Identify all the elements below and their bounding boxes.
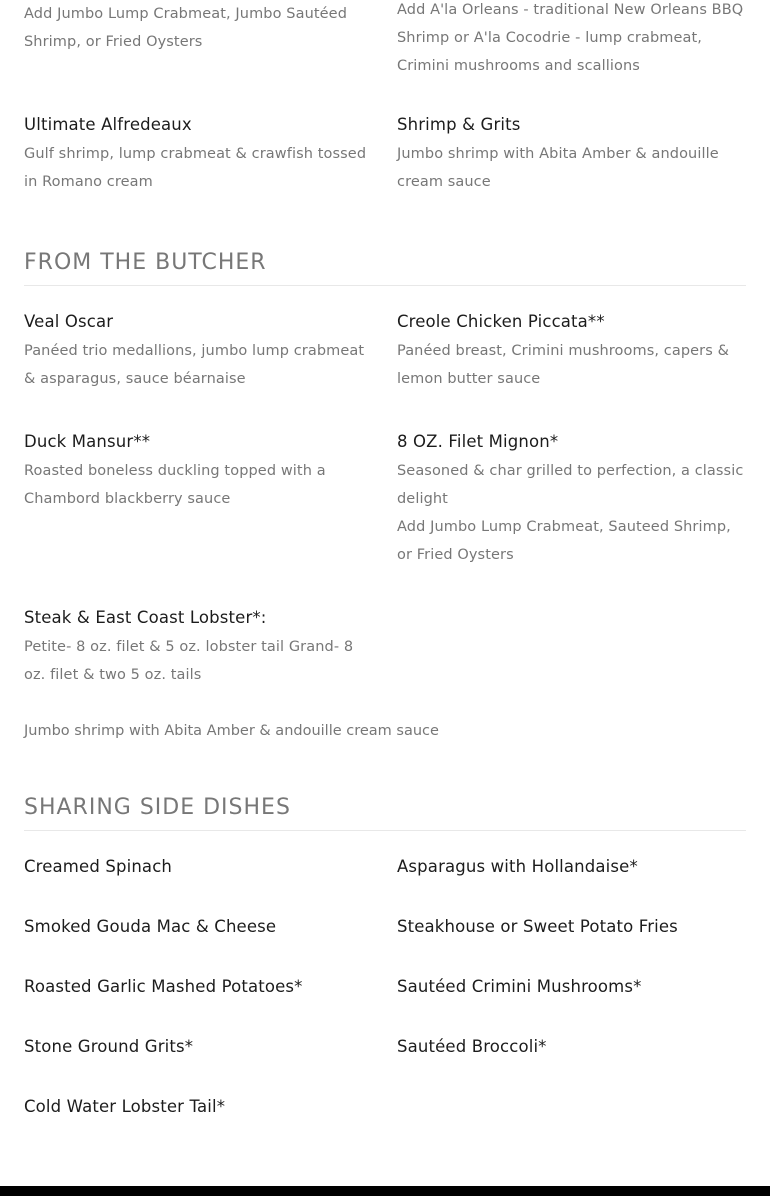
menu-item-description: Roasted boneless duckling topped with a Chambord blackberry sauce bbox=[24, 463, 326, 507]
menu-item-name: Creole Chicken Piccata** bbox=[397, 312, 605, 331]
menu-item-shrimp-grits bbox=[397, 114, 749, 196]
footer-bar bbox=[0, 1186, 770, 1196]
menu-item-filet-mignon bbox=[397, 431, 749, 569]
side-dish-name: Stone Ground Grits* bbox=[24, 1037, 194, 1056]
menu-item-name: 8 OZ. Filet Mignon* bbox=[397, 432, 559, 451]
side-dish-name: Creamed Spinach bbox=[24, 857, 173, 876]
menu-item-ultimate-alfredeaux bbox=[24, 114, 376, 196]
side-dish-name: Asparagus with Hollandaise* bbox=[397, 857, 638, 876]
side-dish-item bbox=[24, 916, 376, 938]
menu-item-addon-text: Add Jumbo Lump Crabmeat, Jumbo Sautéed Shrimp, or Fried Oysters bbox=[24, 6, 348, 50]
side-dish-item bbox=[24, 856, 376, 878]
side-dish-item bbox=[24, 1036, 376, 1058]
menu-item-description: Seasoned & char grilled to perfection, a classic delight bbox=[397, 463, 744, 507]
section-title-from-the-butcher: FROM THE BUTCHER bbox=[24, 250, 267, 275]
menu-item-addon-text: Add A'la Orleans - traditional New Orleans BBQ Shrimp or A'la Cocodrie - lump crabmeat, Crimini mushrooms and scallions bbox=[397, 2, 744, 74]
side-dish-name: Roasted Garlic Mashed Potatoes* bbox=[24, 977, 303, 996]
menu-item-addon-left bbox=[24, 0, 376, 56]
menu-item-veal-oscar bbox=[24, 311, 376, 393]
section-divider bbox=[24, 830, 746, 831]
side-dish-name: Smoked Gouda Mac & Cheese bbox=[24, 917, 277, 936]
side-dish-item bbox=[397, 916, 749, 938]
menu-item-duck-mansur bbox=[24, 431, 376, 513]
menu-note: Jumbo shrimp with Abita Amber & andouille cream sauce bbox=[24, 723, 439, 739]
menu-item-description: Panéed breast, Crimini mushrooms, capers & lemon butter sauce bbox=[397, 343, 729, 387]
side-dish-item bbox=[397, 976, 749, 998]
menu-item-description: Petite- 8 oz. filet & 5 oz. lobster tail Grand- 8 oz. filet & two 5 oz. tails bbox=[24, 639, 354, 683]
side-dish-name: Sautéed Broccoli* bbox=[397, 1037, 547, 1056]
menu-item-addon-text: Add Jumbo Lump Crabmeat, Sauteed Shrimp, or Fried Oysters bbox=[397, 519, 731, 563]
side-dish-item bbox=[397, 856, 749, 878]
side-dish-name: Steakhouse or Sweet Potato Fries bbox=[397, 917, 678, 936]
menu-item-creole-chicken-piccata bbox=[397, 311, 749, 393]
menu-item-name: Steak & East Coast Lobster*: bbox=[24, 608, 267, 627]
menu-item-steak-lobster bbox=[24, 607, 376, 689]
side-dish-name: Sautéed Crimini Mushrooms* bbox=[397, 977, 642, 996]
menu-item-description: Jumbo shrimp with Abita Amber & andouille cream sauce bbox=[397, 146, 719, 190]
side-dish-item bbox=[24, 976, 376, 998]
menu-item-name: Ultimate Alfredeaux bbox=[24, 115, 192, 134]
side-dish-name: Cold Water Lobster Tail* bbox=[24, 1097, 226, 1116]
menu-item-name: Shrimp & Grits bbox=[397, 115, 521, 134]
menu-item-description: Gulf shrimp, lump crabmeat & crawfish tossed in Romano cream bbox=[24, 146, 367, 190]
side-dish-item bbox=[24, 1096, 376, 1118]
section-title-sharing-side-dishes: SHARING SIDE DISHES bbox=[24, 795, 291, 820]
menu-item-addon-right bbox=[397, 0, 749, 80]
menu-item-name: Veal Oscar bbox=[24, 312, 114, 331]
section-divider bbox=[24, 285, 746, 286]
menu-item-name: Duck Mansur** bbox=[24, 432, 151, 451]
menu-item-description: Panéed trio medallions, jumbo lump crabmeat & asparagus, sauce béarnaise bbox=[24, 343, 365, 387]
side-dish-item bbox=[397, 1036, 749, 1058]
